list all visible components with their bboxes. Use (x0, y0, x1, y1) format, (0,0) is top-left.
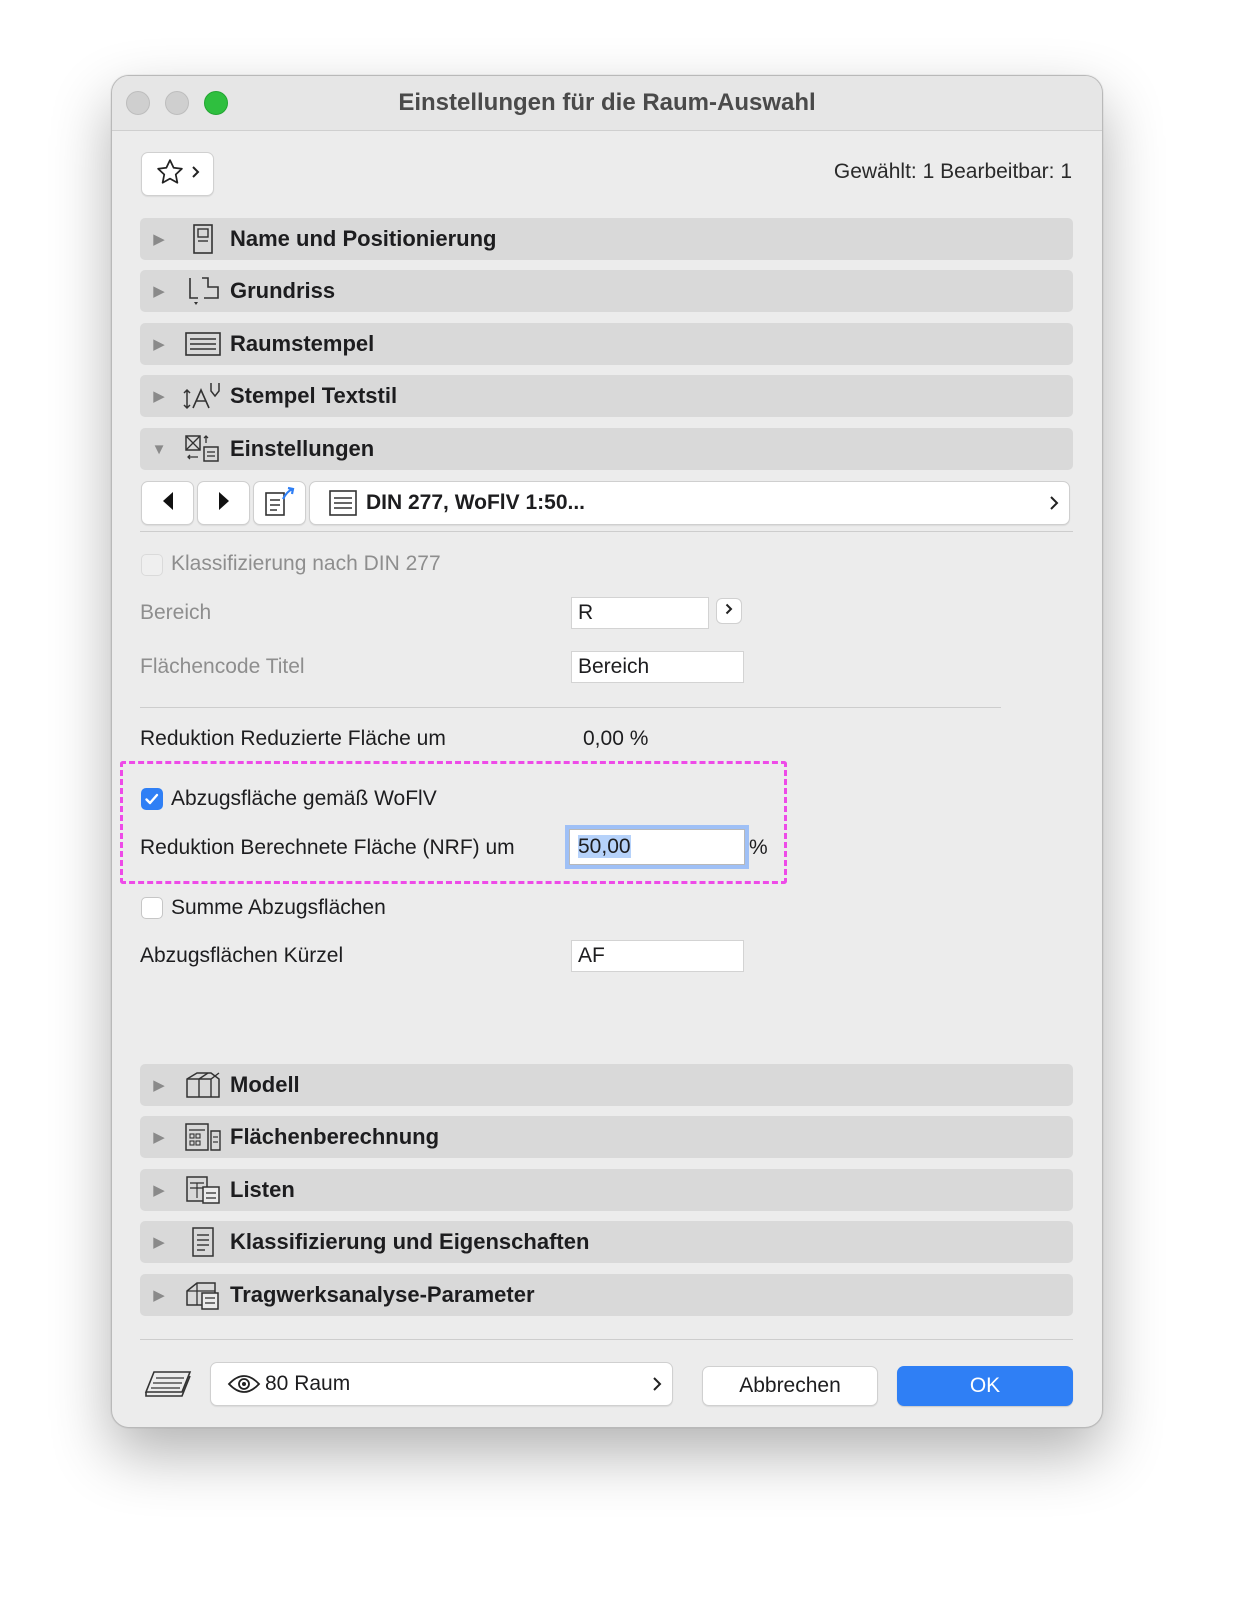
eye-icon (227, 1373, 261, 1395)
disclosure-triangle-icon: ▶ (153, 1287, 165, 1304)
zone-stamp-icon (178, 326, 228, 362)
section-modell[interactable] (140, 1064, 1073, 1106)
section-label: Flächenberechnung (230, 1124, 440, 1149)
layer-dropdown[interactable] (210, 1362, 673, 1406)
disclosure-triangle-icon: ▶ (153, 388, 165, 405)
flaechencode-label: Flächencode Titel (140, 655, 305, 678)
text-style-icon (178, 378, 228, 414)
flaechencode-field[interactable]: Bereich (571, 651, 744, 683)
triangle-right-icon (217, 491, 231, 516)
section-listen[interactable] (140, 1169, 1073, 1211)
classification-icon (178, 1224, 228, 1260)
lists-icon (178, 1172, 228, 1208)
title-bar (112, 76, 1102, 131)
footer-divider (140, 1339, 1073, 1340)
nrf-field[interactable] (569, 829, 745, 865)
section-label: Tragwerksanalyse-Parameter (230, 1282, 535, 1307)
section-label: Name und Positionierung (230, 226, 497, 251)
model-icon (178, 1067, 228, 1103)
list-icon (328, 489, 358, 517)
section-klassifizierung[interactable] (140, 1221, 1073, 1263)
bereich-label: Bereich (140, 601, 212, 624)
summe-label: Summe Abzugsflächen (171, 896, 386, 919)
kuerzel-field[interactable]: AF (571, 940, 744, 972)
floor-plan-icon (178, 273, 228, 309)
star-icon (155, 157, 185, 192)
section-label: Modell (230, 1072, 300, 1097)
abzug-woflv-label: Abzugsfläche gemäß WoFlV (171, 787, 437, 810)
abzug-woflv-checkbox[interactable] (141, 788, 163, 810)
chevron-right-icon (725, 602, 733, 620)
preset-label: DIN 277, WoFlV 1:50... (366, 491, 586, 514)
selection-info: Gewählt: 1 Bearbeitbar: 1 (833, 160, 1072, 183)
preset-dropdown[interactable] (309, 481, 1070, 525)
previous-preset-button[interactable] (141, 481, 194, 525)
disclosure-triangle-icon: ▶ (153, 1129, 165, 1146)
summe-checkbox[interactable] (141, 897, 163, 919)
classification-checkbox[interactable] (141, 554, 163, 576)
layer-label: 80 Raum (265, 1372, 351, 1395)
section-raumstempel[interactable] (140, 323, 1073, 365)
section-einstellungen[interactable] (140, 428, 1073, 470)
disclosure-triangle-icon: ▶ (153, 1234, 165, 1251)
bereich-picker-button[interactable] (716, 598, 742, 624)
name-position-icon (178, 221, 228, 257)
nrf-label: Reduktion Berechnete Fläche (NRF) um (140, 836, 515, 859)
next-preset-button[interactable] (197, 481, 250, 525)
section-label: Listen (230, 1177, 295, 1202)
disclosure-triangle-icon: ▶ (153, 336, 165, 353)
bereich-field[interactable]: R (571, 597, 709, 629)
section-label: Klassifizierung und Eigenschaften (230, 1229, 590, 1254)
checkmark-icon (142, 789, 162, 809)
kuerzel-label: Abzugsflächen Kürzel (140, 944, 344, 967)
highlight-marker (120, 761, 787, 884)
disclosure-triangle-expanded-icon: ▼ (151, 440, 167, 458)
section-label: Raumstempel (230, 331, 375, 356)
settings-icon (178, 431, 228, 467)
nrf-value: 50,00 (578, 835, 631, 858)
structural-icon (178, 1277, 228, 1313)
section-grundriss[interactable] (140, 270, 1073, 312)
section-tragwerksanalyse[interactable] (140, 1274, 1073, 1316)
ok-button[interactable]: OK (897, 1366, 1073, 1406)
area-calc-icon (178, 1119, 228, 1155)
section-name-positionierung[interactable] (140, 218, 1073, 260)
settings-dialog (111, 75, 1103, 1428)
reduktion-label: Reduktion Reduzierte Fläche um (140, 727, 446, 750)
cancel-button[interactable]: Abbrechen (702, 1366, 878, 1406)
settings-divider (140, 707, 1001, 708)
transfer-settings-button[interactable] (253, 481, 306, 525)
section-label: Grundriss (230, 278, 336, 303)
disclosure-triangle-icon: ▶ (153, 283, 165, 300)
layer-icon (142, 1368, 194, 1407)
transfer-settings-icon (263, 485, 297, 522)
section-flaechenberechnung[interactable] (140, 1116, 1073, 1158)
nrf-unit: % (749, 836, 768, 859)
section-label: Einstellungen (230, 436, 375, 461)
section-stempel-textstil[interactable] (140, 375, 1073, 417)
section-divider (140, 531, 1073, 532)
reduktion-value: 0,00 % (583, 727, 649, 750)
classification-label: Klassifizierung nach DIN 277 (171, 552, 441, 575)
disclosure-triangle-icon: ▶ (153, 1077, 165, 1094)
chevron-right-icon (652, 1376, 662, 1397)
triangle-left-icon (161, 491, 175, 516)
disclosure-triangle-icon: ▶ (153, 1182, 165, 1199)
section-label: Stempel Textstil (230, 383, 398, 408)
window-title: Einstellungen für die Raum-Auswahl (398, 89, 816, 116)
chevron-right-icon (191, 165, 201, 184)
disclosure-triangle-icon: ▶ (153, 231, 165, 248)
favorites-button[interactable] (141, 152, 214, 196)
chevron-right-icon (1049, 495, 1059, 516)
